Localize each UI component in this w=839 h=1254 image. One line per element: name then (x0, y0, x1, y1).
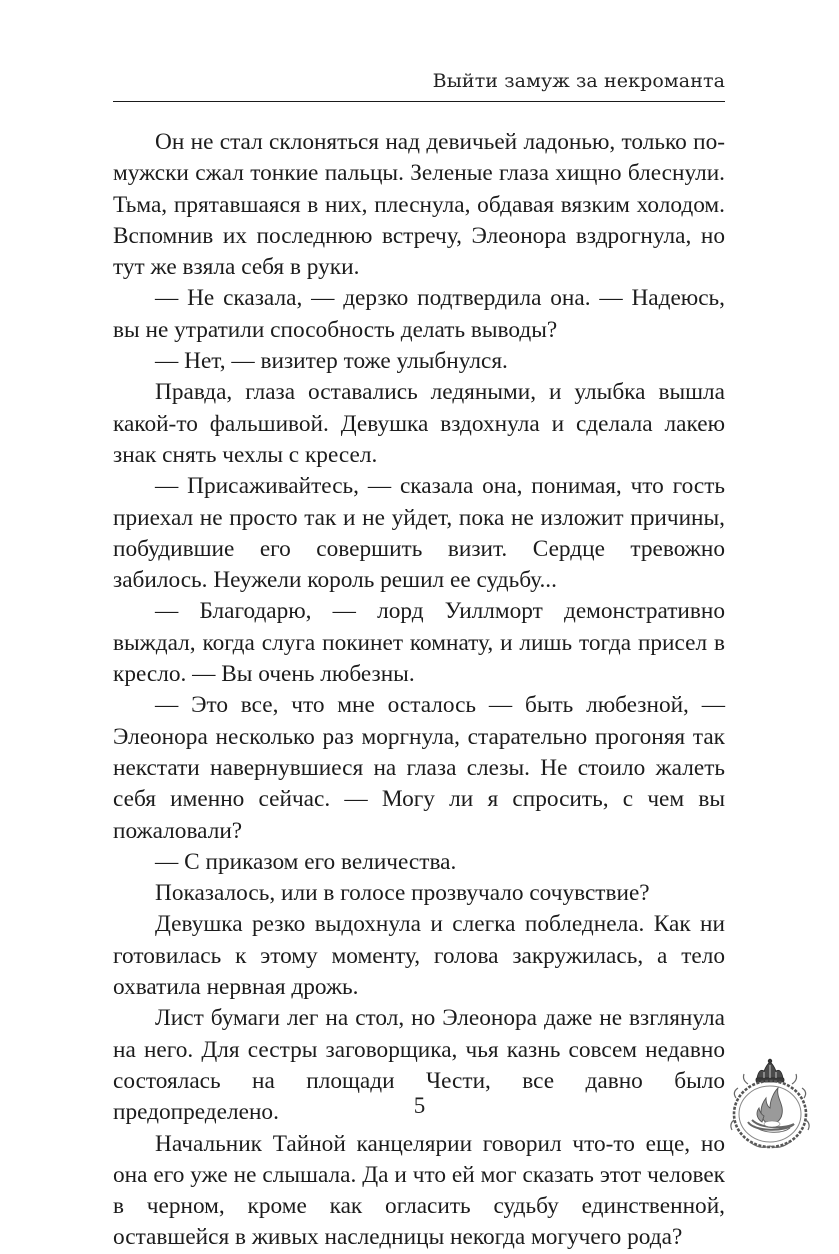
paragraph: Лист бумаги лег на стол, но Элеонора даже не взглянула на него. Для сестры заговорщика, чья казнь совсем недавно состоялась на площади Чести, все давно было предопределено. (113, 1005, 725, 1126)
paragraph: — С приказом его величества. (155, 848, 457, 875)
paragraph: Показалось, или в голосе прозвучало сочувствие? (155, 880, 650, 907)
paragraph: — Это все, что мне осталось — быть любезной, — Элеонора несколько раз моргнула, старательно прогоняя так некстати навернувшиеся на глаза слезы. Не стоило жалеть себя именно сейчас. — Могу ли я спросить, с чем вы пожаловали? (113, 692, 725, 844)
paragraph: Девушка резко выдохнула и слегка побледнела. Как ни готовилась к этому моменту, голова закружилась, а тело охватила нервная дрожь. (113, 911, 725, 1001)
paragraph: — Благодарю, — лорд Уиллморт демонстративно выждал, когда слуга покинет комнату, и лишь тогда присел в кресло. — Вы очень любезны. (113, 598, 725, 688)
paragraph: — Нет, — визитер тоже улыбнулся. (155, 348, 508, 375)
running-header (113, 66, 725, 102)
crowned-flame-crest-icon (724, 1058, 816, 1154)
paragraph: — Присаживайтесь, — сказала она, понимая, что гость приехал не просто так и не уйдет, пока не изложит причины, побудившие его совершить визит. Сердце тревожно забилось. Неужели король решил ее судьбу... (113, 473, 725, 594)
page-body (113, 127, 725, 1254)
page-number: 5 (413, 1093, 426, 1118)
paragraph: Он не стал склоняться над девичьей ладонью, только по-мужски сжал тонкие пальцы. Зеленые глаза хищно блеснули. Тьма, прятавшаяся в них, плеснула, обдавая вязким холодом. Вспомнив их последнюю встречу, Элеонора вздрогнула, но тут же взяла себя в руки. (113, 129, 725, 281)
paragraph: Начальник Тайной канцелярии говорил что-то еще, но она его уже не слышала. Да и что ей мог сказать этот человек в черном, кроме как огласить судьбу единственной, оставшейся в живых наследницы некогда могучего рода? (113, 1130, 725, 1251)
book-title: Выйти замуж за некроманта (432, 70, 725, 92)
paragraph: Правда, глаза оставались ледяными, и улыбка вышла какой-то фальшивой. Девушка вздохнула и сделала лакею знак снять чехлы с кресел. (113, 379, 725, 468)
paragraph: — Не сказала, — дерзко подтвердила она. — Надеюсь, вы не утратили способность делать выводы? (113, 285, 725, 343)
